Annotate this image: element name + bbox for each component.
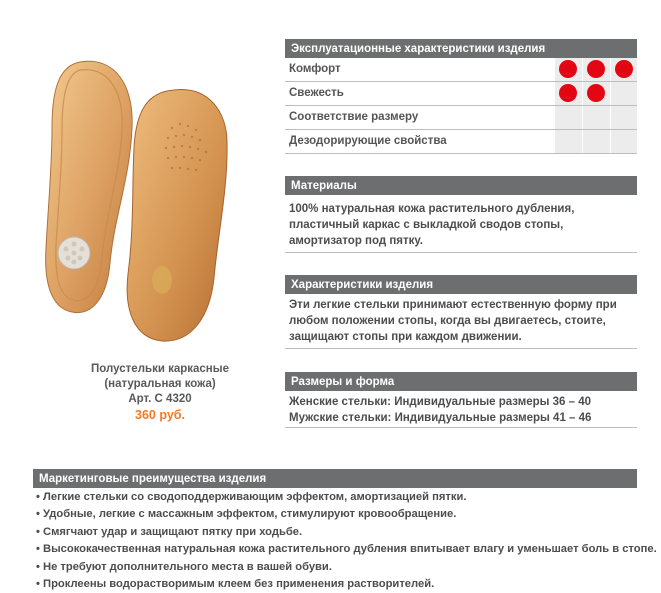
product-article: Арт. С 4320	[128, 393, 192, 405]
materials-line: амортизатор под пятку.	[289, 235, 423, 247]
rating-cell	[583, 82, 610, 105]
section-divider	[285, 427, 637, 428]
rating-cell	[555, 106, 582, 129]
features-line: Эти легкие стельки принимают естественную форму при	[289, 299, 617, 311]
features-header: Характеристики изделия	[285, 275, 637, 294]
rating-dot	[587, 84, 605, 102]
characteristic-label: Комфорт	[289, 63, 341, 75]
marketing-header: Маркетинговые преимущества изделия	[33, 469, 637, 488]
marketing-item: • Проклеены водорастворимым клеем без применения растворителей.	[36, 578, 435, 591]
characteristics-header: Эксплуатационные характеристики изделия	[285, 39, 637, 58]
rating-cell	[611, 58, 637, 81]
insole-illustration	[22, 48, 250, 348]
materials-header: Материалы	[285, 176, 637, 195]
materials-line: 100% натуральная кожа растительного дубления,	[289, 203, 575, 215]
marketing-item: • Не требуют дополнительного места в вашей обуви.	[36, 560, 332, 573]
rating-cell	[583, 58, 610, 81]
rating-cell	[611, 82, 637, 105]
sizes-line: Мужские стельки: Индивидуальные размеры 41 – 46	[289, 412, 592, 424]
rating-cell	[555, 82, 582, 105]
section-divider	[285, 252, 637, 253]
rating-cell	[555, 130, 582, 153]
marketing-item: • Удобные, легкие с массажным эффектом, стимулируют кровообращение.	[36, 508, 457, 521]
sizes-section	[285, 372, 637, 428]
rating-cell	[611, 130, 637, 153]
product-name-line2: (натуральная кожа)	[104, 378, 216, 390]
marketing-item: • Высококачественная натуральная кожа растительного дубления впитывает влагу и уменьшает боль в стопе.	[36, 543, 657, 556]
characteristic-label: Дезодорирующие свойства	[289, 135, 447, 147]
marketing-list	[36, 489, 656, 593]
rating-dot	[559, 84, 577, 102]
insole-back	[127, 90, 227, 342]
section-divider	[285, 348, 637, 349]
rating-dot	[587, 60, 605, 78]
characteristic-label: Свежесть	[289, 87, 344, 99]
product-image	[22, 48, 250, 348]
features-text	[285, 294, 637, 345]
marketing-item: • Смягчают удар и защищают пятку при ходьбе.	[36, 525, 303, 538]
characteristic-row	[285, 130, 637, 154]
product-name-line1: Полустельки каркасные	[91, 363, 229, 375]
rating-cell	[583, 106, 610, 129]
product-price: 360 руб.	[135, 408, 185, 422]
features-line: любом положении стопы, когда вы двигаетесь, стоите,	[289, 315, 606, 327]
materials-line: пластичный каркас с выкладкой сводов стопы,	[289, 219, 564, 231]
materials-section	[285, 176, 637, 253]
marketing-item: • Легкие стельки со сводоподдерживающим эффектом, амортизацией пятки.	[36, 491, 467, 503]
sizes-line: Женские стельки: Индивидуальные размеры 36 – 40	[289, 396, 592, 408]
characteristics-table	[285, 39, 637, 154]
sizes-text	[285, 391, 637, 426]
materials-text	[285, 195, 637, 249]
characteristic-row	[285, 106, 637, 130]
features-section	[285, 275, 637, 349]
characteristic-row	[285, 82, 637, 106]
rating-cell	[583, 130, 610, 153]
product-caption	[40, 362, 280, 423]
features-line: защищают стопы при каждом движении.	[289, 331, 522, 343]
rating-dot	[615, 60, 633, 78]
rating-cell	[611, 106, 637, 129]
sizes-header: Размеры и форма	[285, 372, 637, 391]
characteristic-row	[285, 58, 637, 82]
rating-dot	[559, 60, 577, 78]
characteristic-label: Соответствие размеру	[289, 111, 419, 123]
characteristics-rows	[285, 58, 637, 154]
rating-cell	[555, 58, 582, 81]
